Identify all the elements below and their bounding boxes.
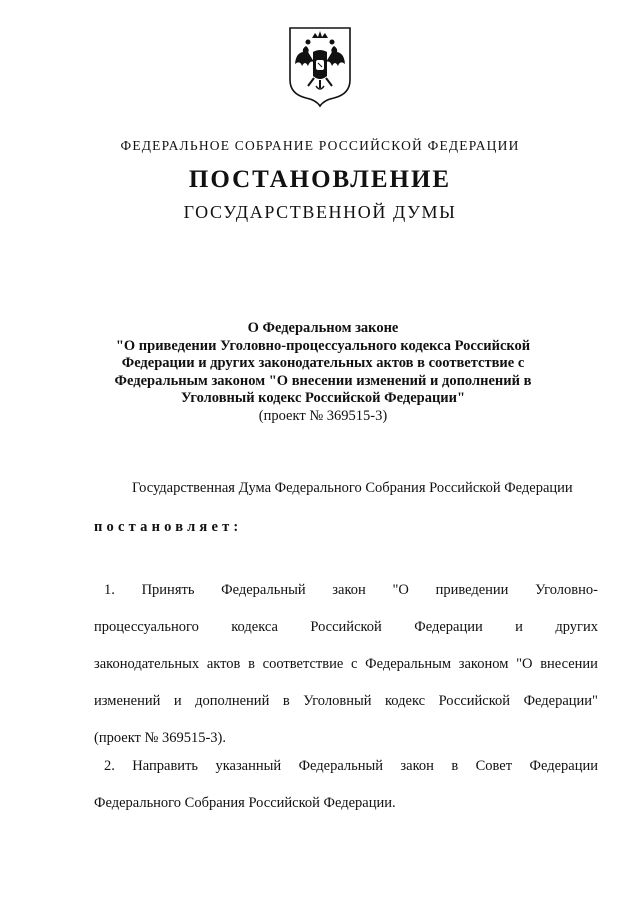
decrees-word: постановляет: (94, 519, 243, 535)
item-1-line: процессуального кодекса Российской Федерации и других (94, 619, 598, 635)
subject-block (80, 320, 566, 425)
project-number: (проект № 369515-3) (258, 407, 388, 424)
item-1-line: изменений и дополнений в Уголовный кодекс Российской Федерации" (94, 693, 598, 709)
subject-line: Уголовный кодекс Российской Федерации" (180, 390, 466, 406)
subject-line: Федеральным законом "О внесении изменений и дополнений в (114, 372, 532, 389)
document-type-title: ПОСТАНОВЛЕНИЕ (188, 166, 452, 193)
organization-heading: ФЕДЕРАЛЬНОЕ СОБРАНИЕ РОССИЙСКОЙ ФЕДЕРАЦИИ (120, 138, 520, 153)
item-2-line: 2. Направить указанный Федеральный закон в Совет Федерации (104, 758, 598, 774)
document-issuer: ГОСУДАРСТВЕННОЙ ДУМЫ (183, 202, 457, 222)
item-1-line: (проект № 369515-3). (94, 730, 227, 746)
item-1-line: 1. Принять Федеральный закон "О приведении Уголовно- (104, 582, 598, 598)
item-1-line: законодательных актов в соответствие с Федеральным законом "О внесении (94, 656, 598, 672)
russian-coat-of-arms-icon (286, 24, 354, 108)
subject-line: Федерации и других законодательных актов в соответствие с (121, 355, 525, 371)
preamble-text: Государственная Дума Федерального Собрания Российской Федерации (132, 480, 573, 496)
subject-line: О Федеральном законе (247, 320, 399, 336)
item-2-line: Федерального Собрания Российской Федерации. (94, 795, 396, 811)
subject-line: "О приведении Уголовно-процессуального кодекса Российской (115, 337, 531, 354)
